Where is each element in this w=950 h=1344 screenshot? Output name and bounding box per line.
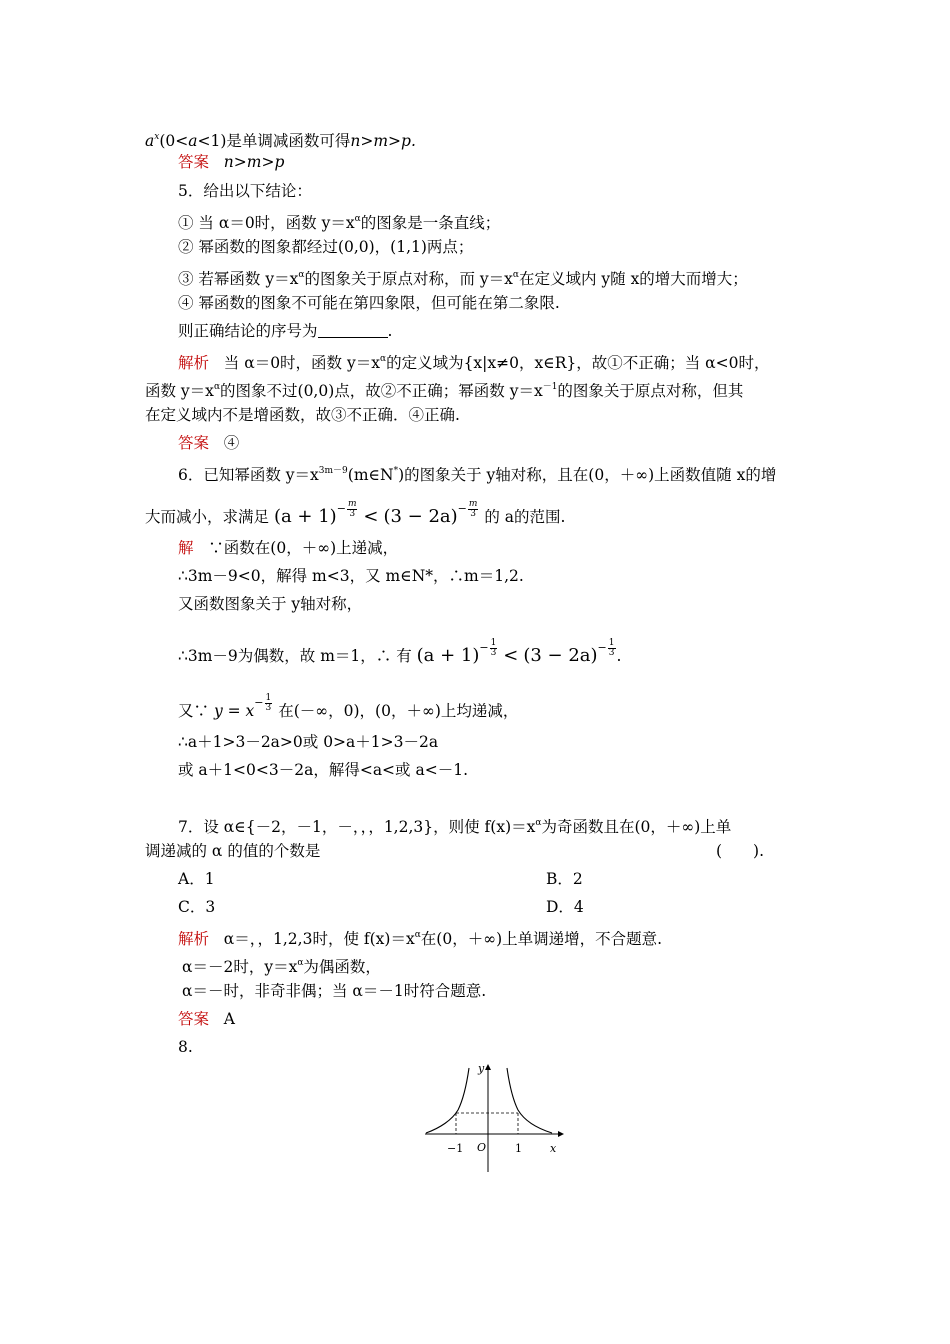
- q7-analysis-line-3: α＝－时，非奇非偶；当 α＝－1时符合题意.: [182, 982, 487, 1000]
- q7-stem-line-1: 7．设 α∈{－2，－1，－，，，1,2,3}，则使 $f(x)=x^\alpha$为奇函数且在(0，＋∞)上单: [178, 818, 732, 836]
- q6-solution-line-2: ∴3m－9<0，解得 m<3，又 m∈N*，∴m＝1,2.: [178, 567, 524, 585]
- answer-label: 答案: [178, 153, 210, 171]
- q7-answer-paren: ( ).: [716, 842, 765, 860]
- q7-option-d: D．4: [546, 898, 584, 916]
- y-axis-label: y: [478, 1062, 485, 1075]
- q7-analysis-line-2: α＝－2时，$y=x^\alpha$为偶函数，: [182, 958, 381, 976]
- left-branch-curve: [426, 1068, 469, 1133]
- q4-conclusion-line: $a^x(0<a<1)$是单调减函数可得n>m>p.: [145, 132, 416, 150]
- power-function-graph: [420, 1060, 570, 1175]
- y-axis-arrow: [485, 1064, 491, 1070]
- q5-option-4: ④ 幂函数的图象不可能在第四象限，但可能在第二象限.: [178, 294, 560, 312]
- q5-analysis-line-3: 在定义域内不是增函数，故③不正确．④正确.: [145, 406, 460, 424]
- q4-answer: 答案 n>m>p: [178, 153, 285, 171]
- answer-blank: [318, 323, 388, 338]
- q7-option-b: B．2: [546, 870, 583, 888]
- q5-option-1: ① 当 α＝0时，函数 $y=x^\alpha$的图象是一条直线；: [178, 214, 501, 232]
- q6-solution-line-6: ∴a＋1>3－2a>0或 0>a＋1>3－2a: [178, 733, 439, 751]
- x-axis-label: x: [550, 1142, 557, 1155]
- right-branch-curve: [507, 1068, 552, 1133]
- analysis-label: 解析: [178, 354, 210, 372]
- q6-solution-line-1: 解 ∵函数在(0，＋∞)上递减，: [178, 539, 399, 557]
- solution-label: 解: [178, 539, 194, 557]
- q5-option-2: ② 幂函数的图象都经过(0,0)，(1,1)两点；: [178, 238, 474, 256]
- q7-option-a: A．1: [178, 870, 215, 888]
- answer-label: 答案: [178, 434, 210, 452]
- q5-stem: 5．给出以下结论：: [178, 182, 312, 200]
- q6-solution-line-4: ∴3m－9为偶数，故 m＝1，∴ 有 (a + 1)− $\frac{1}{3}$ < (3 − 2a)− $\frac{1}{3}$ .: [178, 637, 622, 666]
- tick-neg1-label: −1: [447, 1142, 464, 1155]
- answer-label: 答案: [178, 1010, 210, 1028]
- q6-stem-line-2: 大而减小，求满足 (a + 1)− $\frac{m}{3}$ < (3 − 2a)− $\frac{m}{3}$ 的 a的范围.: [145, 498, 566, 527]
- q7-option-c: C．3: [178, 898, 216, 916]
- analysis-label: 解析: [178, 930, 210, 948]
- q6-stem-line-1: 6．已知幂函数 $y=x^{3m-9}(m\in N^*)$的图象关于 y轴对称，且在(0，＋∞)上函数值随 x的增: [178, 466, 777, 484]
- q5-question: 则正确结论的序号为 .: [178, 322, 393, 340]
- tick-1-label: 1: [515, 1142, 522, 1155]
- q7-stem-line-2: 调递减的 α 的值的个数是: [145, 842, 321, 860]
- q5-analysis-line-1: 解析 当 α＝0时，函数 $y=x^\alpha$的定义域为{x|x≠0，x∈R}，故①不正确；当 α<0时，: [178, 354, 770, 372]
- q7-answer: 答案 A: [178, 1010, 235, 1028]
- origin-label: O: [477, 1141, 487, 1154]
- q5-answer: 答案 ④: [178, 434, 240, 452]
- q7-analysis-line-1: 解析 α＝，，1,2,3时，使 $f(x)=x^\alpha$在(0，＋∞)上单调递增，不合题意.: [178, 930, 663, 948]
- q6-solution-line-3: 又函数图象关于 y轴对称，: [178, 595, 363, 613]
- q6-solution-line-5: 又∵ y = x− $\frac{1}{3}$ 在(－∞，0)，(0，＋∞)上均递减，: [178, 692, 519, 720]
- q5-analysis-line-2: 函数 $y=x^\alpha$的图象不过(0,0)点，故②不正确；幂函数 $y=x^{-1}$的图象关于原点对称，但其: [145, 382, 744, 400]
- q8-number: 8.: [178, 1038, 193, 1056]
- q6-solution-line-7: 或 a＋1<0<3－2a，解得<a<或 a<－1.: [178, 761, 468, 779]
- x-axis-arrow: [558, 1131, 564, 1137]
- q5-option-3: ③ 若幂函数 $y=x^\alpha$的图象关于原点对称，而 $y=x^\alpha$在定义域内 y随 x的增大而增大；: [178, 270, 748, 288]
